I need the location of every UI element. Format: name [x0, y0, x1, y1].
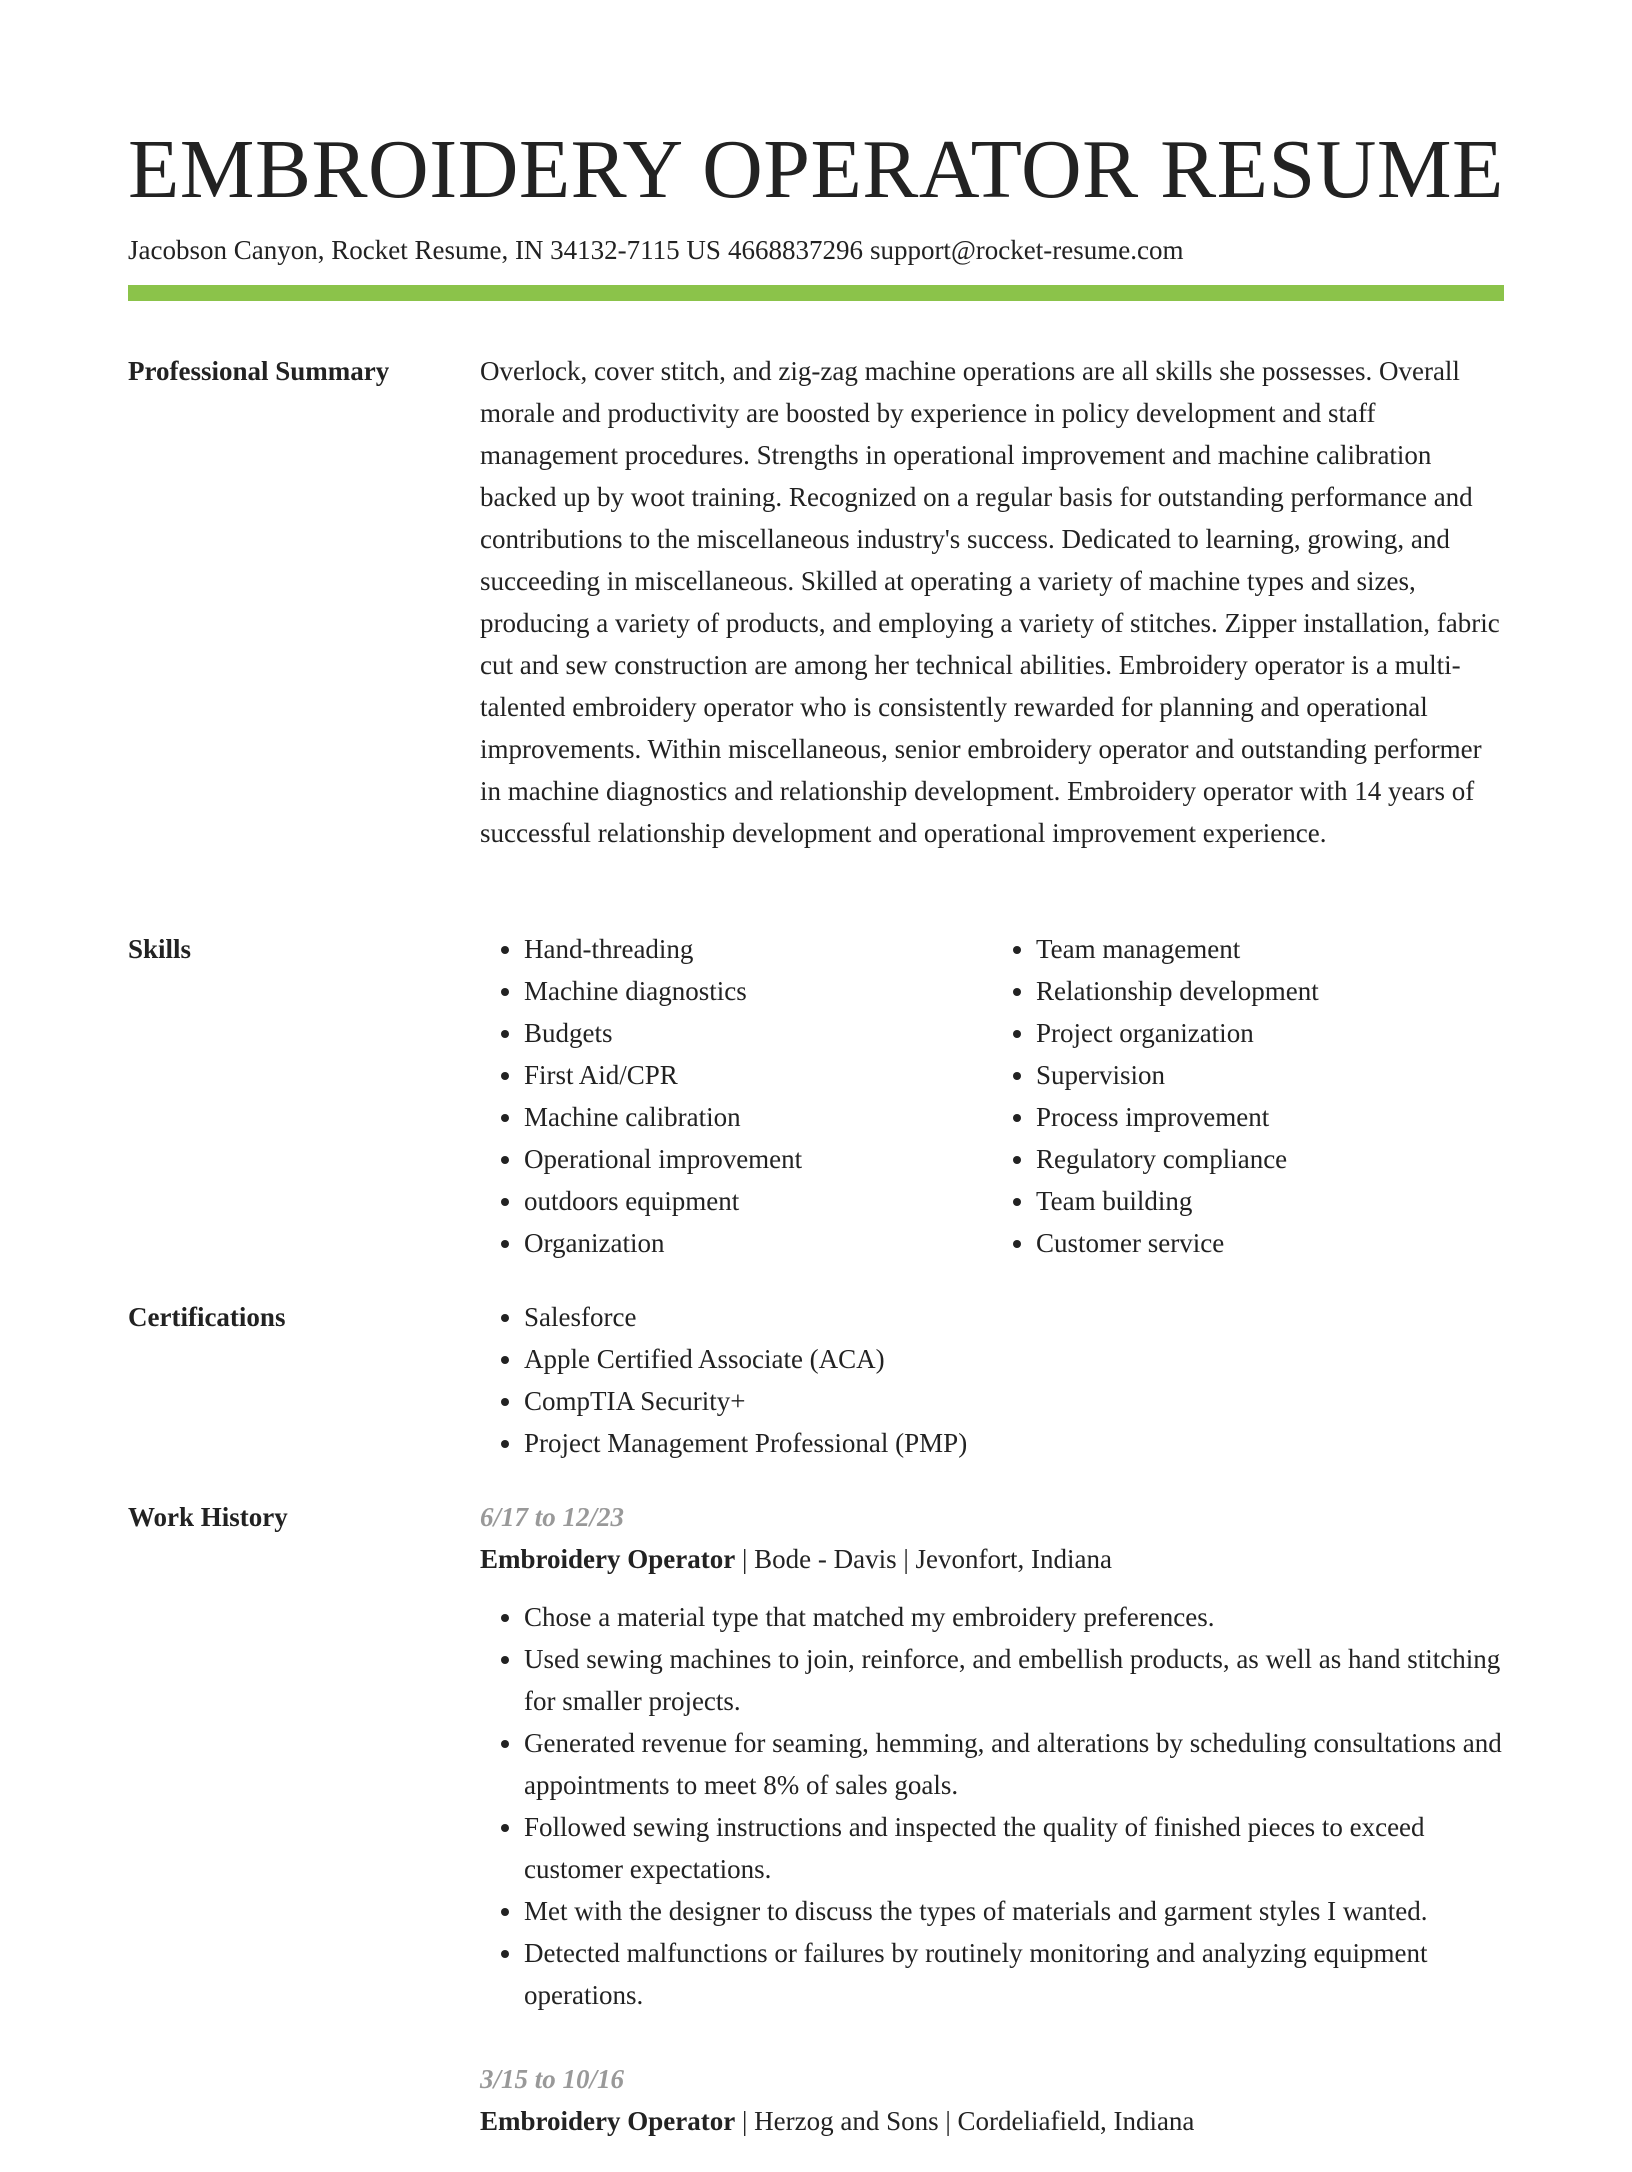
skill-item: • Customer service	[1036, 1222, 1504, 1264]
job-bullet: • Followed sewing instructions and inspected the quality of finished pieces to exceed customer expectations.	[524, 1806, 1504, 1890]
accent-divider	[128, 285, 1504, 301]
skill-item: • First Aid/CPR	[524, 1054, 992, 1096]
skill-item: • Supervision	[1036, 1054, 1504, 1096]
certification-item: • Project Management Professional (PMP)	[524, 1422, 1504, 1464]
skill-item: • outdoors equipment	[524, 1180, 992, 1222]
skills-body	[480, 928, 1504, 1264]
skill-item: • Regulatory compliance	[1036, 1138, 1504, 1180]
certification-item: • CompTIA Security+	[524, 1380, 1504, 1422]
job-title: Embroidery Operator	[480, 2106, 736, 2136]
resume-title: EMBROIDERY OPERATOR RESUME	[128, 123, 1504, 216]
job-entry	[480, 2058, 1504, 2142]
contact-phone: 4668837296	[727, 235, 863, 265]
job-bullet: • Met with the designer to discuss the types of materials and garment styles I wanted.	[524, 1890, 1504, 1932]
summary-body	[480, 350, 1504, 854]
skill-item: • Team building	[1036, 1180, 1504, 1222]
section-heading-summary: Professional Summary	[128, 356, 390, 386]
skill-item: • Hand-threading	[524, 928, 992, 970]
job-dates: 6/17 to 12/23	[480, 1502, 625, 1532]
skill-item: • Operational improvement	[524, 1138, 992, 1180]
job-entry	[480, 1496, 1504, 2016]
certifications-body	[480, 1296, 1504, 1464]
skill-item: • Team management	[1036, 928, 1504, 970]
job-dates: 3/15 to 10/16	[480, 2064, 625, 2094]
skill-item: • Relationship development	[1036, 970, 1504, 1012]
summary-text: Overlock, cover stitch, and zig-zag machine operations are all skills she possesses. Overall morale and productivity are boosted by experience in policy development and staff management procedures. Strengths in operational improvement and machine calibration backed up by woot training. Recognized on a regular basis for outstanding performance and contributions to the miscellaneous industry's success. Dedicated to learning, growing, and succeeding in miscellaneous. Skilled at operating a variety of machine types and sizes, producing a variety of products, and employing a variety of stitches. Zipper installation, fabric cut and sew construction are among her technical abilities. Embroidery operator is a multi-talented embroidery operator who is consistently rewarded for planning and operational improvements. Within miscellaneous, senior embroidery operator and outstanding performer in machine diagnostics and relationship development. Embroidery operator with 14 years of successful relationship development and operational improvement experience.	[480, 356, 1500, 848]
certification-item: • Apple Certified Associate (ACA)	[524, 1338, 1504, 1380]
job-location: Cordeliafield, Indiana	[957, 2106, 1195, 2136]
contact-address: Jacobson Canyon, Rocket Resume, IN 34132-7115 US	[128, 235, 721, 265]
section-heading-skills: Skills	[128, 934, 192, 964]
job-heading: Embroidery Operator | Bode - Davis | Jevonfort, Indiana	[480, 1544, 1112, 1574]
job-heading: Embroidery Operator | Herzog and Sons | Cordeliafield, Indiana	[480, 2106, 1195, 2136]
skill-item: • Project organization	[1036, 1012, 1504, 1054]
skill-item: • Machine calibration	[524, 1096, 992, 1138]
contact-line	[128, 232, 1190, 268]
skills-list-left	[480, 928, 992, 1264]
work-history-body	[480, 1496, 1504, 2172]
section-heading-work-history: Work History	[128, 1502, 288, 1532]
job-location: Jevonfort, Indiana	[915, 1544, 1112, 1574]
job-bullet: • Detected malfunctions or failures by routinely monitoring and analyzing equipment operations.	[524, 1932, 1504, 2016]
certifications-list	[480, 1296, 1504, 1464]
job-company: Bode - Davis	[754, 1544, 897, 1574]
contact-email[interactable]: support@rocket-resume.com	[869, 235, 1184, 265]
skill-item: • Organization	[524, 1222, 992, 1264]
job-bullets	[480, 1596, 1504, 2016]
job-title: Embroidery Operator	[480, 1544, 736, 1574]
section-heading-certifications: Certifications	[128, 1302, 286, 1332]
skills-list-right	[992, 928, 1504, 1264]
job-bullet: • Used sewing machines to join, reinforce, and embellish products, as well as hand stitching for smaller projects.	[524, 1638, 1504, 1722]
job-bullet: • Chose a material type that matched my embroidery preferences.	[524, 1596, 1504, 1638]
job-bullet: • Generated revenue for seaming, hemming, and alterations by scheduling consultations and appointments to meet 8% of sales goals.	[524, 1722, 1504, 1806]
job-company: Herzog and Sons	[754, 2106, 939, 2136]
certification-item: • Salesforce	[524, 1296, 1504, 1338]
skill-item: • Process improvement	[1036, 1096, 1504, 1138]
skill-item: • Machine diagnostics	[524, 970, 992, 1012]
skill-item: • Budgets	[524, 1012, 992, 1054]
